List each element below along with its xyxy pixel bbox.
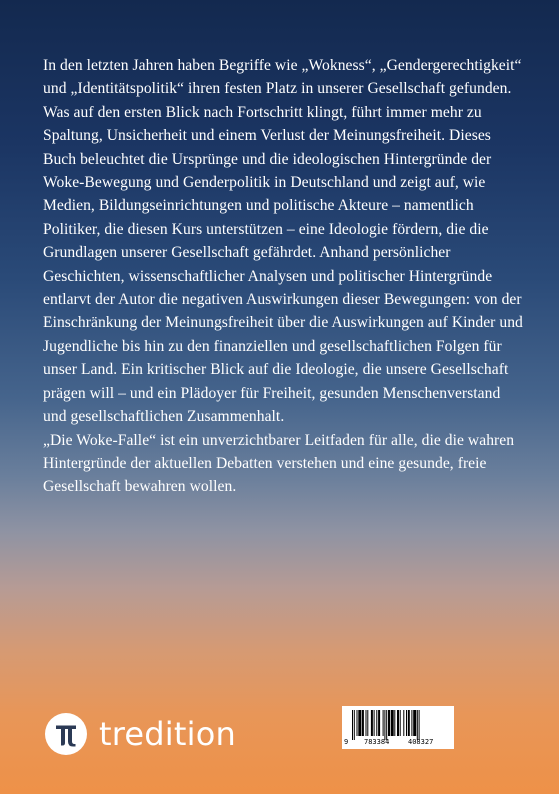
- barcode-bar: [362, 710, 364, 736]
- barcode-bar: [358, 710, 361, 736]
- barcode-bar: [354, 710, 355, 740]
- barcode-bar: [417, 710, 418, 740]
- barcode-bar: [367, 710, 368, 736]
- barcode-bar: [366, 710, 367, 736]
- barcode-bar: [403, 710, 404, 736]
- barcode-bar: [388, 710, 390, 736]
- barcode-group-left: 783384: [364, 738, 390, 746]
- barcode-bars: [346, 710, 450, 740]
- barcode-bar: [394, 710, 395, 736]
- barcode-bar: [386, 710, 387, 740]
- barcode-group-right: 408327: [408, 738, 434, 746]
- publisher-name: tredition: [99, 715, 236, 753]
- blurb-text: [43, 54, 525, 499]
- barcode-bar: [419, 710, 420, 740]
- barcode-bar: [400, 710, 401, 736]
- barcode-bar: [391, 710, 394, 736]
- barcode-bar: [411, 710, 412, 736]
- barcode-bar: [378, 710, 380, 736]
- barcode-bar: [397, 710, 399, 736]
- barcode-bar: [384, 710, 385, 740]
- barcode-bar: [357, 710, 358, 736]
- barcode-bar: [352, 710, 353, 740]
- barcode-bar: [376, 710, 377, 736]
- isbn-barcode: [342, 706, 454, 749]
- barcode-bar: [413, 710, 416, 736]
- barcode-bar: [383, 710, 384, 736]
- publisher-logo: [45, 713, 236, 755]
- tredition-logo-icon: [45, 713, 87, 755]
- barcode-bar: [371, 710, 373, 736]
- blurb-paragraph-1: In den letzten Jahren haben Begriffe wie „Wokness“, „Gendergerechtigkeit“ und „Identitätspolitik“ ihren festen Platz in unserer Gesellschaft gefunden. Was auf den ersten Blick nach Fortschritt klingt, führt immer mehr zu Spaltung, Unsicherheit und einem Verlust der Meinungsfreiheit. Dieses Buch beleuchtet die Ursprünge und die ideologischen Hintergründe der Woke-Bewegung und Genderpolitik in Deutschland und zeigt auf, wie Medien, Bildungseinrichtungen und politische Akteure – namentlich Politiker, die diesen Kurs unterstützen – eine Ideologie fördern, die die Grundlagen unserer Gesellschaft gefährdet. Anhand persönlicher Geschichten, wissenschaftlicher Analysen und politischer Hintergründe entlarvt der Autor die negativen Auswirkungen dieser Bewegungen: von der Einschränkung der Meinungsfreiheit über die Auswirkungen auf Kinder und Jugendliche bis hin zu den finanziellen und gesellschaftlichen Folgen für unser Land. Ein kritischer Blick auf die Ideologie, die unsere Gesellschaft prägen will – und ein Plädoyer für Freiheit, gesunden Menschenverstand und gesellschaftlichen Zusammenhalt.: [43, 57, 523, 426]
- barcode-bar: [406, 710, 407, 736]
- barcode-bar: [374, 710, 375, 736]
- barcode-bar: [408, 710, 410, 736]
- barcode-digit-first: 9: [344, 738, 349, 746]
- blurb-paragraph-2: „Die Woke-Falle“ ist ein unverzichtbarer Leitfaden für alle, die die wahren Hintergründe der aktuellen Debatten verstehen und eine gesunde, freie Gesellschaft bewahren wollen.: [43, 431, 515, 496]
